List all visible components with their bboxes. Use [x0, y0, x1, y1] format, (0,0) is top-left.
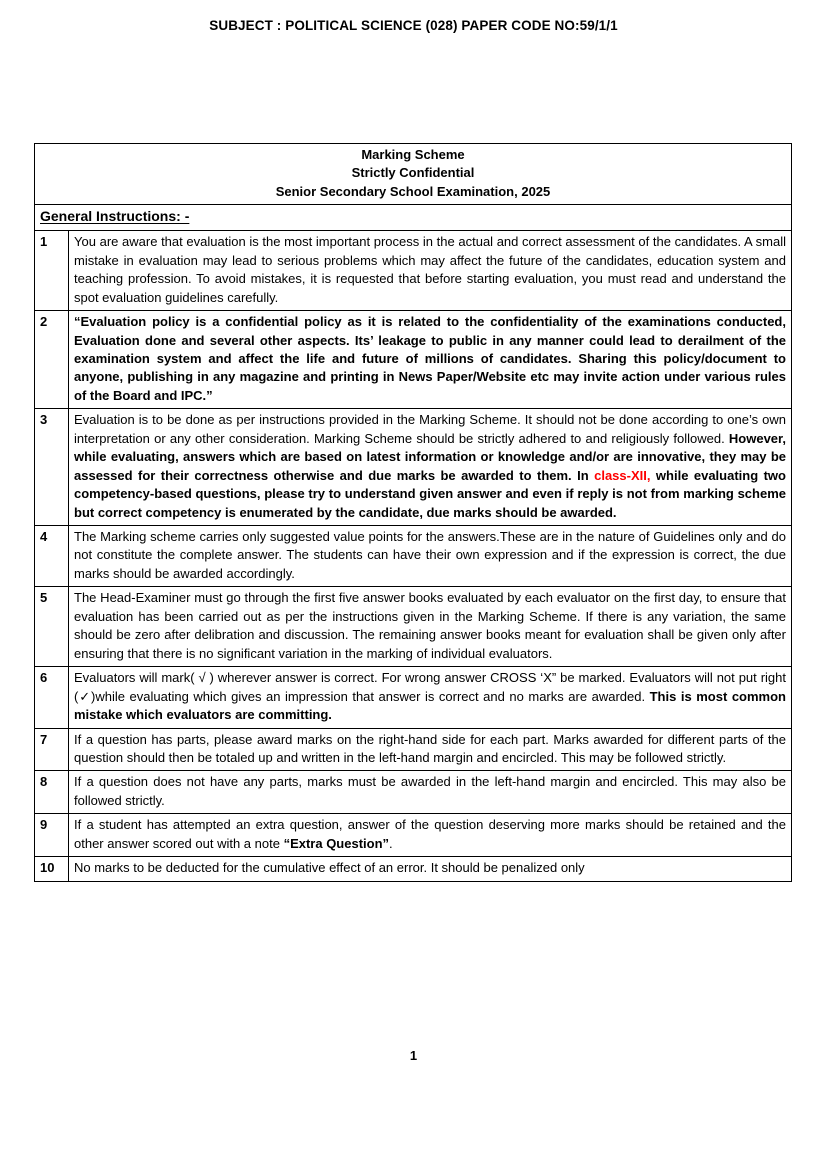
page-header-subject-line: SUBJECT : POLITICAL SCIENCE (028) PAPER CODE NO:59/1/1 — [209, 18, 618, 33]
instruction-text — [69, 231, 792, 311]
instruction-segment-highlight-class-xii: class-XII, — [594, 467, 651, 483]
table-row — [35, 311, 792, 409]
table-row-title — [35, 144, 792, 205]
table-row — [35, 231, 792, 311]
marking-scheme-table — [34, 143, 792, 882]
instruction-paragraph: “Evaluation policy is a confidential policy as it is related to the confidentiality of the examinations conducted, Evaluation done and several other aspects. Its’ leakage to public in any manner could lead to derailment of the examination system and affect the life and future of millions of candidates. Sharing this policy/document to anyone, publishing in any magazine and printing in News Paper/Website etc may invite action under various rules of the Board and IPC.” — [74, 314, 786, 403]
instruction-segment-bold-2: while evaluating two competency-based questions, please try to understand given answer and even if reply is not from marking scheme but correct competency is enumerated by the candidate, due marks should be awarded. — [74, 467, 786, 520]
instruction-number: 2 — [35, 311, 69, 409]
instruction-text — [69, 728, 792, 771]
instruction-paragraph: You are aware that evaluation is the most important process in the actual and correct assessment of the candidates. A small mistake in evaluation may lead to serious problems which may affect the future of the candidates, education system and teaching profession. To avoid mistakes, it is requested that before starting evaluation, you must read and understand the spot evaluation guidelines carefully. — [74, 234, 786, 305]
instruction-paragraph: No marks to be deducted for the cumulative effect of an error. It should be penalized only — [74, 860, 585, 876]
instruction-number: 4 — [35, 526, 69, 587]
table-row — [35, 409, 792, 526]
instruction-paragraph — [74, 411, 786, 522]
title-line-strictly-confidential: Strictly Confidential — [351, 165, 475, 181]
instruction-text — [69, 667, 792, 728]
instruction-number: 9 — [35, 814, 69, 857]
general-instructions-heading: General Instructions: - — [40, 208, 190, 225]
instruction-number: 10 — [35, 857, 69, 881]
table-row — [35, 771, 792, 814]
instruction-number: 8 — [35, 771, 69, 814]
instruction-segment-bold-extra-question: “Extra Question” — [283, 835, 390, 851]
table-row — [35, 814, 792, 857]
instruction-paragraph — [74, 816, 786, 853]
instruction-segment-plain-2: . — [389, 835, 393, 851]
instruction-text — [69, 771, 792, 814]
instruction-paragraph: If a question does not have any parts, marks must be awarded in the left-hand margin and encircled. This may also be followed strictly. — [74, 774, 786, 808]
instruction-number: 3 — [35, 409, 69, 526]
instruction-segment-plain: Evaluation is to be done as per instructions provided in the Marking Scheme. It should not be done according to one’s own interpretation or any other consideration. Marking Scheme should be strictly adhered to and religiously followed. — [74, 412, 786, 446]
instruction-text — [69, 587, 792, 667]
instruction-number: 7 — [35, 728, 69, 771]
table-row — [35, 587, 792, 667]
instruction-segment-plain: Evaluators will mark( √ ) wherever answer is correct. For wrong answer CROSS ‘X” be marked. Evaluators will not put right (✓)while evaluating which gives an impression that answer is correct and no marks are awarded. — [74, 670, 786, 704]
table-row — [35, 526, 792, 587]
instruction-text — [69, 526, 792, 587]
general-instructions-cell — [35, 205, 792, 231]
instruction-paragraph: The Head-Examiner must go through the first five answer books evaluated by each evaluator on the first day, to ensure that evaluation has been carried out as per the instructions given in the Marking Scheme. If there is any variation, the same should be zero after delibration and discussion. The remaining answer books meant for evaluation shall be given only after ensuring that there is no significant variation in the marking of individual evaluators. — [74, 590, 786, 661]
instruction-text — [69, 409, 792, 526]
instruction-text — [69, 814, 792, 857]
instruction-paragraph: If a question has parts, please award marks on the right-hand side for each part. Marks awarded for different parts of the question should then be totaled up and written in the left-hand margin and encircled. This may be followed strictly. — [74, 731, 786, 766]
instruction-paragraph — [74, 669, 786, 724]
table-row — [35, 857, 792, 881]
instruction-paragraph: The Marking scheme carries only suggested value points for the answers.These are in the nature of Guidelines only and do not constitute the complete answer. The students can have their own expression and if the expression is correct, the due marks should be awarded accordingly. — [74, 529, 786, 581]
instruction-segment-bold: However, while evaluating, answers which are based on latest information or knowledge and/or are innovative, they may be assessed for their correctness otherwise and due marks be awarded to them. In — [74, 430, 786, 483]
instruction-number: 1 — [35, 231, 69, 311]
instruction-number: 5 — [35, 587, 69, 667]
instruction-text — [69, 311, 792, 409]
instruction-number: 6 — [35, 667, 69, 728]
table-row-general-instructions-heading — [35, 205, 792, 231]
instruction-segment-plain: If a student has attempted an extra question, answer of the question deserving more marks should be retained and the other answer scored out with a note — [74, 817, 786, 851]
table-row — [35, 728, 792, 771]
instruction-segment-bold: This is most common mistake which evaluators are committing. — [74, 688, 786, 723]
table-row — [35, 667, 792, 728]
title-block — [35, 144, 792, 205]
title-line-examination: Senior Secondary School Examination, 2025 — [275, 183, 551, 199]
title-line-marking-scheme: Marking Scheme — [361, 147, 465, 162]
instruction-text — [69, 857, 792, 881]
page-number: 1 — [409, 1048, 418, 1063]
